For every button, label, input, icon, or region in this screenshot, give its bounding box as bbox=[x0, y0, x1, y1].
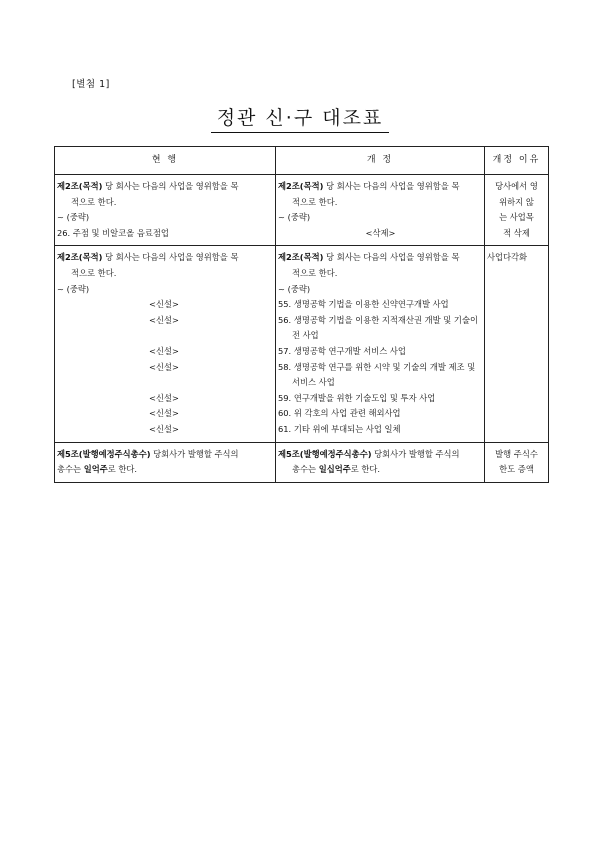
list-item: 61. 기타 위에 부대되는 사업 일체 bbox=[278, 423, 401, 434]
reason-line: 발행 주식수 bbox=[495, 448, 538, 459]
table-row bbox=[55, 246, 549, 442]
omission-line: ~ (중략) bbox=[57, 212, 90, 223]
article-line bbox=[57, 447, 274, 463]
list-item: 57. 생명공학 연구개발 서비스 사업 bbox=[278, 345, 406, 356]
article-text: 당 회사는 다음의 사업을 영위함을 목 bbox=[323, 252, 460, 263]
article-heading: 제2조(목적) bbox=[278, 181, 324, 191]
row1-revised-cell bbox=[276, 175, 485, 246]
row3-current-cell bbox=[55, 442, 276, 482]
row2-reason-cell bbox=[485, 246, 549, 442]
item-line: 26. 주점 및 비알코올 음료점업 bbox=[57, 227, 169, 238]
list-item: 56. 생명공학 기법을 이용한 지적재산권 개발 및 기술이전 사업 bbox=[278, 314, 478, 341]
article-line bbox=[278, 250, 483, 266]
new-provision-mark: <신설> bbox=[149, 345, 179, 356]
article-line-2 bbox=[278, 462, 483, 478]
article-heading: 제5조(발행예정주식총수) bbox=[278, 448, 372, 459]
row2-revised-cell bbox=[276, 246, 485, 442]
article-heading: 제2조(목적) bbox=[57, 252, 103, 263]
row3-reason-cell bbox=[485, 442, 549, 482]
row3-revised-cell bbox=[276, 442, 485, 482]
table-row bbox=[55, 442, 549, 482]
omission-line: ~ (중략) bbox=[278, 283, 311, 294]
spacer-line bbox=[57, 375, 274, 391]
article-text: 당회사가 발행할 주식의 bbox=[150, 448, 239, 459]
reason-line: 당사에서 영 bbox=[495, 181, 538, 191]
reason-line: 위하지 않 bbox=[499, 196, 534, 207]
article-text: 당 회사는 다음의 사업을 영위함을 목 bbox=[323, 181, 460, 191]
article-text: 당회사가 발행할 주식의 bbox=[371, 448, 460, 459]
header-current: 현 행 bbox=[55, 147, 276, 175]
article-line-2: 적으로 한다. bbox=[71, 196, 117, 207]
row1-reason-cell bbox=[485, 175, 549, 246]
new-provision-mark: <신설> bbox=[149, 361, 179, 372]
text-segment: 로 한다. bbox=[107, 464, 138, 475]
text-segment: 총수는 bbox=[57, 464, 84, 475]
list-item: 58. 생명공학 연구를 위한 시약 및 기술의 개발 제조 및 서비스 사업 bbox=[278, 361, 476, 388]
row1-current-cell bbox=[55, 175, 276, 246]
article-line-2: 적으로 한다. bbox=[292, 267, 338, 278]
article-line bbox=[57, 250, 274, 266]
spacer-line bbox=[57, 328, 274, 344]
reason-line: 사업다각화 bbox=[487, 252, 528, 263]
header-revised: 개 정 bbox=[276, 147, 485, 175]
header-row bbox=[55, 147, 549, 175]
article-line-2: 적으로 한다. bbox=[71, 267, 117, 278]
article-heading: 제5조(발행예정주식총수) bbox=[57, 448, 151, 459]
article-text: 당 회사는 다음의 사업을 영위함을 목 bbox=[102, 181, 239, 191]
article-line bbox=[278, 447, 483, 463]
new-provision-mark: <신설> bbox=[149, 299, 179, 310]
list-item: 55. 생명공학 기법을 이용한 신약연구개발 사업 bbox=[278, 299, 449, 310]
article-heading: 제2조(목적) bbox=[57, 181, 103, 191]
table-row bbox=[55, 175, 549, 246]
new-provision-mark: <신설> bbox=[149, 392, 179, 403]
reason-line: 는 사업목 bbox=[499, 212, 534, 223]
list-item: 60. 위 각호의 사업 관련 해외사업 bbox=[278, 408, 401, 419]
new-provision-mark: <신설> bbox=[149, 423, 179, 434]
text-segment: 총수는 bbox=[292, 464, 319, 475]
header-reason: 개정 이유 bbox=[485, 147, 549, 175]
list-item: 59. 연구개발을 위한 기술도입 및 투자 사업 bbox=[278, 392, 436, 403]
article-text: 당 회사는 다음의 사업을 영위함을 목 bbox=[102, 252, 239, 263]
comparison-table bbox=[54, 146, 549, 483]
document-title-wrap bbox=[0, 103, 600, 133]
new-provision-mark: <신설> bbox=[149, 314, 179, 325]
reason-line: 적 삭제 bbox=[503, 227, 530, 238]
deleted-mark: <삭제> bbox=[365, 227, 396, 238]
article-line bbox=[57, 179, 274, 195]
article-line-2 bbox=[57, 462, 274, 478]
document-title: 정관 신·구 대조표 bbox=[211, 103, 390, 133]
reason-line: 한도 증액 bbox=[499, 464, 534, 475]
omission-line: ~ (중략) bbox=[278, 212, 311, 223]
share-amount: 일억주 bbox=[83, 464, 108, 475]
share-amount: 일십억주 bbox=[318, 464, 351, 475]
row2-current-cell bbox=[55, 246, 276, 442]
text-segment: 로 한다. bbox=[350, 464, 381, 475]
annex-label: [별첨 1] bbox=[72, 79, 110, 90]
omission-line: ~ (중략) bbox=[57, 283, 90, 294]
new-provision-mark: <신설> bbox=[149, 408, 179, 419]
article-line bbox=[278, 179, 483, 195]
article-line-2: 적으로 한다. bbox=[292, 196, 338, 207]
article-heading: 제2조(목적) bbox=[278, 252, 324, 263]
